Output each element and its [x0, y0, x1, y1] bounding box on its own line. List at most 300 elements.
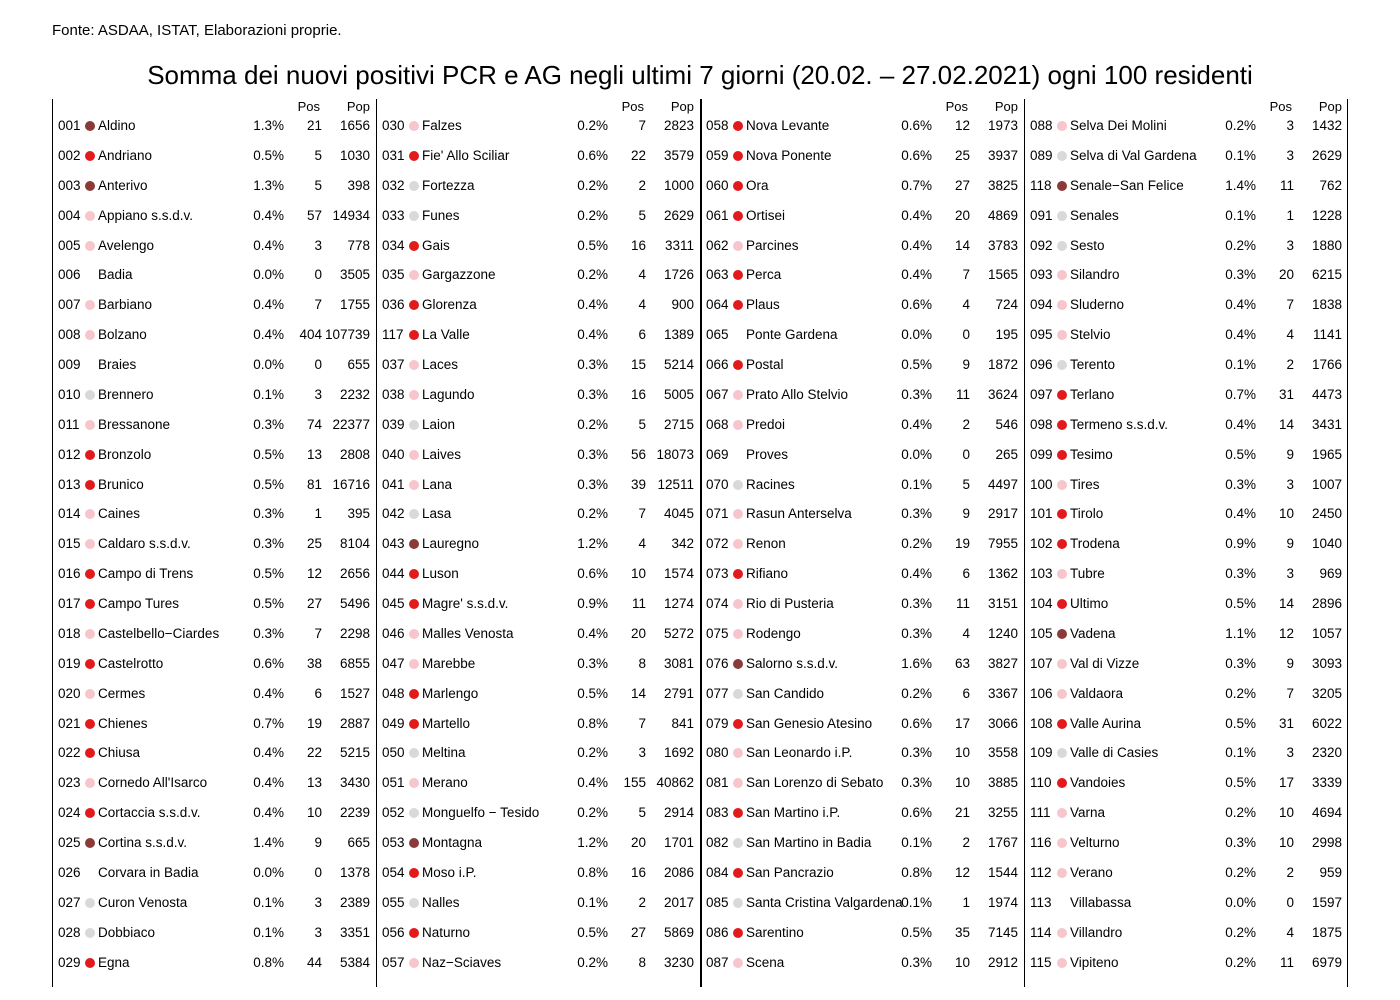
table-row [700, 952, 1024, 974]
status-dot [409, 778, 419, 788]
positives-value: 21 [306, 118, 322, 133]
status-dot [1057, 420, 1067, 430]
municipality-code: 066 [706, 357, 729, 373]
municipality-name: Selva Dei Molini [1070, 118, 1167, 133]
municipality-code: 110 [1030, 775, 1052, 791]
positives-value: 56 [630, 446, 646, 462]
municipality-code: 011 [58, 416, 80, 432]
population-value: 2887 [339, 715, 370, 731]
municipality-name: Cortina s.s.d.v. [98, 835, 188, 851]
municipality-name: Villabassa [1070, 894, 1132, 910]
municipality-code: 095 [1030, 327, 1053, 343]
table-row [376, 653, 700, 675]
table-row [1024, 444, 1348, 466]
table-row [1024, 474, 1348, 496]
municipality-code: 049 [382, 715, 405, 731]
municipality-name: Gargazzone [422, 267, 496, 283]
municipality-code: 060 [706, 177, 729, 193]
percentage-value: 0.3% [1225, 655, 1256, 671]
table-row [376, 474, 700, 496]
status-dot [85, 151, 95, 161]
status-dot [733, 151, 743, 161]
table-row [376, 683, 700, 705]
municipality-name: Predoi [746, 416, 786, 432]
status-dot [733, 509, 743, 519]
percentage-value: 0.4% [253, 775, 284, 791]
percentage-value: 0.2% [577, 954, 608, 970]
status-dot [1057, 958, 1067, 968]
status-dot [733, 659, 743, 669]
municipality-name: Marebbe [422, 655, 476, 671]
table-row [376, 802, 700, 824]
table-row [376, 593, 700, 615]
positives-value: 5 [638, 805, 646, 821]
status-dot [1057, 808, 1067, 818]
municipality-name: Cortaccia s.s.d.v. [98, 805, 201, 821]
positives-value: 13 [306, 446, 322, 462]
positives-value: 39 [630, 476, 646, 492]
municipality-code: 107 [1030, 655, 1053, 671]
positives-value: 0 [962, 327, 970, 343]
municipality-name: Vandoies [1070, 775, 1126, 791]
status-dot [1057, 211, 1067, 221]
status-dot [733, 241, 743, 251]
status-dot [733, 300, 743, 310]
status-dot [733, 838, 743, 848]
population-value: 1973 [987, 118, 1018, 133]
municipality-name: Magre' s.s.d.v. [422, 596, 509, 612]
table-row [52, 384, 376, 406]
status-dot [85, 808, 95, 818]
population-value: 195 [995, 327, 1018, 343]
percentage-value: 1.4% [253, 835, 284, 851]
positives-value: 6 [962, 685, 970, 701]
status-dot [1057, 390, 1067, 400]
population-value: 2629 [663, 207, 694, 223]
population-value: 3783 [987, 237, 1018, 253]
population-value: 1040 [1311, 536, 1342, 552]
percentage-value: 0.6% [901, 715, 932, 731]
table-row [1024, 683, 1348, 705]
municipality-code: 042 [382, 506, 405, 522]
municipality-name: Renon [746, 536, 786, 552]
positives-value: 6 [962, 566, 970, 582]
municipality-name: Sarentino [746, 924, 804, 940]
table-row [700, 653, 1024, 675]
municipality-code: 022 [58, 745, 81, 761]
municipality-code: 024 [58, 805, 81, 821]
percentage-value: 0.2% [577, 805, 608, 821]
positives-value: 35 [954, 924, 970, 940]
status-dot [733, 898, 743, 908]
percentage-value: 0.2% [577, 416, 608, 432]
positives-value: 3 [1286, 118, 1294, 133]
positives-value: 2 [1286, 865, 1294, 880]
municipality-name: Corvara in Badia [98, 865, 199, 880]
percentage-value: 0.3% [901, 625, 932, 641]
positives-value: 10 [954, 775, 970, 791]
percentage-value: 0.3% [253, 506, 284, 522]
municipality-code: 012 [58, 446, 81, 462]
positives-value: 3 [314, 237, 322, 253]
header-pos: Pos [297, 99, 320, 114]
positives-value: 155 [623, 775, 646, 791]
table-row [52, 145, 376, 167]
municipality-name: Parcines [746, 237, 799, 253]
population-value: 1872 [987, 357, 1018, 373]
municipality-name: Terento [1070, 357, 1116, 373]
population-value: 3431 [1311, 416, 1342, 432]
percentage-value: 0.9% [577, 596, 608, 612]
percentage-value: 0.2% [1225, 865, 1256, 880]
positives-value: 27 [306, 596, 322, 612]
status-dot [409, 868, 419, 878]
status-dot [409, 181, 419, 191]
municipality-code: 036 [382, 297, 405, 313]
status-dot [409, 689, 419, 699]
municipality-name: Tubre [1070, 566, 1105, 582]
municipality-code: 029 [58, 954, 81, 970]
municipality-code: 112 [1030, 865, 1052, 880]
status-dot [409, 838, 419, 848]
table-row [376, 742, 700, 764]
municipality-name: Naz−Sciaves [422, 954, 502, 970]
status-dot [409, 151, 419, 161]
municipality-code: 093 [1030, 267, 1053, 283]
population-value: 3351 [339, 924, 370, 940]
status-dot [1057, 270, 1067, 280]
positives-value: 0 [962, 446, 970, 462]
positives-value: 5 [638, 416, 646, 432]
header-pop: Pop [670, 99, 694, 114]
population-value: 2912 [987, 954, 1018, 970]
status-dot [409, 928, 419, 938]
population-value: 5215 [339, 745, 370, 761]
status-dot [85, 928, 95, 938]
positives-value: 27 [630, 924, 646, 940]
population-value: 3579 [663, 147, 694, 163]
positives-value: 63 [954, 655, 970, 671]
population-value: 2823 [663, 118, 694, 133]
positives-value: 404 [299, 327, 322, 343]
positives-value: 2 [638, 177, 646, 193]
percentage-value: 0.0% [1225, 894, 1256, 910]
municipality-name: Lasa [422, 506, 452, 522]
percentage-value: 0.5% [1225, 596, 1256, 612]
municipality-code: 003 [58, 177, 81, 193]
population-value: 7955 [987, 536, 1018, 552]
population-value: 1362 [987, 566, 1018, 582]
header-pos: Pos [945, 99, 968, 114]
population-value: 14934 [332, 207, 370, 223]
population-value: 724 [995, 297, 1018, 313]
percentage-value: 0.7% [253, 715, 284, 731]
percentage-value: 0.8% [253, 954, 284, 970]
municipality-name: San Leonardo i.P. [746, 745, 853, 761]
status-dot [409, 390, 419, 400]
table-row [52, 623, 376, 645]
municipality-name: Brunico [98, 476, 144, 492]
table-row [376, 623, 700, 645]
percentage-value: 0.2% [577, 207, 608, 223]
positives-value: 31 [1278, 715, 1294, 731]
municipality-code: 047 [382, 655, 405, 671]
table-row [376, 503, 700, 525]
population-value: 1000 [663, 177, 694, 193]
municipality-code: 105 [1030, 625, 1053, 641]
municipality-name: Termeno s.s.d.v. [1070, 416, 1169, 432]
positives-value: 2 [962, 835, 970, 851]
status-dot [85, 121, 95, 131]
status-dot [85, 181, 95, 191]
percentage-value: 0.8% [577, 715, 608, 731]
population-value: 2896 [1311, 596, 1342, 612]
positives-value: 5 [314, 147, 322, 163]
municipality-name: San Pancrazio [746, 865, 834, 880]
population-value: 1838 [1311, 297, 1342, 313]
percentage-value: 0.4% [253, 207, 284, 223]
table-row [1024, 503, 1348, 525]
percentage-value: 0.5% [253, 596, 284, 612]
percentage-value: 0.2% [577, 267, 608, 283]
population-value: 7145 [987, 924, 1018, 940]
municipality-name: Dobbiaco [98, 924, 156, 940]
table-row [700, 384, 1024, 406]
status-dot [1057, 569, 1067, 579]
municipality-name: Ponte Gardena [746, 327, 838, 343]
population-value: 4473 [1311, 386, 1342, 402]
municipality-name: Falzes [422, 118, 462, 133]
positives-value: 38 [306, 655, 322, 671]
table-row [1024, 145, 1348, 167]
municipality-code: 084 [706, 865, 729, 880]
municipality-code: 048 [382, 685, 405, 701]
status-dot [85, 778, 95, 788]
municipality-name: Vipiteno [1070, 954, 1119, 970]
municipality-code: 094 [1030, 297, 1053, 313]
positives-value: 9 [1286, 536, 1294, 552]
status-dot [733, 121, 743, 131]
status-dot [1057, 629, 1067, 639]
status-dot [85, 748, 95, 758]
municipality-name: Velturno [1070, 835, 1120, 851]
percentage-value: 0.3% [577, 386, 608, 402]
table-row [1024, 115, 1348, 137]
positives-value: 9 [962, 357, 970, 373]
table-row [52, 563, 376, 585]
table-row [700, 145, 1024, 167]
municipality-name: Marlengo [422, 685, 479, 701]
municipality-name: Barbiano [98, 297, 153, 313]
positives-value: 1 [1286, 207, 1294, 223]
population-value: 3081 [663, 655, 694, 671]
status-dot [409, 808, 419, 818]
percentage-value: 0.3% [1225, 835, 1256, 851]
table-row [376, 264, 700, 286]
status-dot [733, 330, 743, 340]
status-dot [733, 958, 743, 968]
positives-value: 7 [962, 267, 970, 283]
positives-value: 6 [638, 327, 646, 343]
municipality-code: 032 [382, 177, 405, 193]
municipality-code: 109 [1030, 745, 1053, 761]
positives-value: 3 [314, 386, 322, 402]
percentage-value: 0.9% [1225, 536, 1256, 552]
table-row [52, 653, 376, 675]
municipality-code: 059 [706, 147, 729, 163]
percentage-value: 0.5% [253, 476, 284, 492]
positives-value: 3 [1286, 745, 1294, 761]
positives-value: 14 [630, 685, 646, 701]
table-row [1024, 384, 1348, 406]
table-row [1024, 294, 1348, 316]
population-value: 2320 [1311, 745, 1342, 761]
status-dot [85, 420, 95, 430]
table-row [376, 294, 700, 316]
percentage-value: 0.3% [1225, 267, 1256, 283]
status-dot [85, 330, 95, 340]
table-row [52, 832, 376, 854]
municipality-code: 055 [382, 894, 405, 910]
municipality-code: 101 [1030, 506, 1053, 522]
municipality-name: Perca [746, 267, 782, 283]
municipality-code: 117 [382, 327, 404, 343]
percentage-value: 0.0% [253, 267, 284, 283]
municipality-name: Braies [98, 357, 137, 373]
municipality-code: 100 [1030, 476, 1053, 492]
status-dot [409, 241, 419, 251]
table-row [376, 205, 700, 227]
population-value: 3255 [987, 805, 1018, 821]
population-value: 3505 [339, 267, 370, 283]
status-dot [409, 270, 419, 280]
percentage-value: 0.4% [577, 625, 608, 641]
municipality-code: 061 [706, 207, 729, 223]
municipality-name: Cornedo All'Isarco [98, 775, 208, 791]
table-row [1024, 264, 1348, 286]
positives-value: 7 [638, 715, 646, 731]
positives-value: 3 [314, 924, 322, 940]
table-row [1024, 623, 1348, 645]
population-value: 1240 [987, 625, 1018, 641]
positives-value: 10 [306, 805, 322, 821]
percentage-value: 0.4% [1225, 327, 1256, 343]
status-dot [733, 599, 743, 609]
table-row [376, 713, 700, 735]
table-row [52, 115, 376, 137]
table-row [1024, 892, 1348, 914]
population-value: 3066 [987, 715, 1018, 731]
municipality-name: Senale−San Felice [1070, 177, 1184, 193]
table-row [1024, 653, 1348, 675]
percentage-value: 0.4% [253, 327, 284, 343]
municipality-code: 019 [58, 655, 81, 671]
positives-value: 6 [314, 685, 322, 701]
table-row [700, 832, 1024, 854]
municipality-code: 089 [1030, 147, 1053, 163]
population-value: 6979 [1311, 954, 1342, 970]
municipality-name: La Valle [422, 327, 470, 343]
municipality-code: 076 [706, 655, 729, 671]
positives-value: 27 [954, 177, 970, 193]
percentage-value: 0.2% [577, 177, 608, 193]
positives-value: 25 [954, 147, 970, 163]
municipality-code: 069 [706, 446, 729, 462]
municipality-code: 038 [382, 386, 405, 402]
percentage-value: 0.3% [253, 625, 284, 641]
percentage-value: 1.3% [253, 177, 284, 193]
population-value: 395 [347, 506, 370, 522]
population-value: 3367 [987, 685, 1018, 701]
municipality-name: Glorenza [422, 297, 477, 313]
table-row [700, 444, 1024, 466]
population-value: 4869 [987, 207, 1018, 223]
status-dot [1057, 719, 1067, 729]
percentage-value: 0.4% [253, 805, 284, 821]
population-value: 665 [347, 835, 370, 851]
status-dot [1057, 778, 1067, 788]
table-row [1024, 862, 1348, 884]
municipality-name: Silandro [1070, 267, 1120, 283]
percentage-value: 0.5% [577, 685, 608, 701]
table-row [1024, 175, 1348, 197]
percentage-value: 0.3% [901, 775, 932, 791]
table-row [376, 832, 700, 854]
municipality-name: Ora [746, 177, 769, 193]
status-dot [409, 569, 419, 579]
chart-title: Somma dei nuovi positivi PCR e AG negli ultimi 7 giorni (20.02. – 27.02.2021) ogni 100 residenti [147, 60, 1253, 90]
positives-value: 9 [1286, 446, 1294, 462]
municipality-name: Sesto [1070, 237, 1105, 253]
status-dot [85, 569, 95, 579]
municipality-code: 057 [382, 954, 405, 970]
municipality-name: Luson [422, 566, 459, 582]
municipality-code: 091 [1030, 207, 1053, 223]
percentage-value: 0.3% [577, 476, 608, 492]
table-row [700, 623, 1024, 645]
status-dot [85, 599, 95, 609]
municipality-name: Appiano s.s.d.v. [98, 207, 194, 223]
population-value: 107739 [324, 327, 370, 343]
status-dot [409, 958, 419, 968]
municipality-code: 007 [58, 297, 81, 313]
municipality-name: Postal [746, 357, 784, 373]
status-dot [733, 808, 743, 818]
status-dot [85, 689, 95, 699]
municipality-name: Curon Venosta [98, 894, 188, 910]
municipality-code: 044 [382, 566, 405, 582]
positives-value: 10 [1278, 835, 1294, 851]
status-dot [85, 509, 95, 519]
status-dot [85, 360, 95, 370]
municipality-code: 037 [382, 357, 405, 373]
population-value: 3558 [987, 745, 1018, 761]
positives-value: 11 [1279, 954, 1294, 970]
municipality-name: San Martino in Badia [746, 835, 872, 851]
population-value: 1875 [1311, 924, 1342, 940]
population-value: 3230 [663, 954, 694, 970]
municipality-name: Campo Tures [98, 596, 180, 612]
municipality-code: 056 [382, 924, 405, 940]
population-value: 2998 [1311, 835, 1342, 851]
population-value: 6215 [1311, 267, 1342, 283]
percentage-value: 0.1% [1225, 147, 1256, 163]
status-dot [733, 539, 743, 549]
status-dot [85, 480, 95, 490]
status-dot [409, 211, 419, 221]
municipality-code: 034 [382, 237, 405, 253]
municipality-name: Ultimo [1070, 596, 1109, 612]
